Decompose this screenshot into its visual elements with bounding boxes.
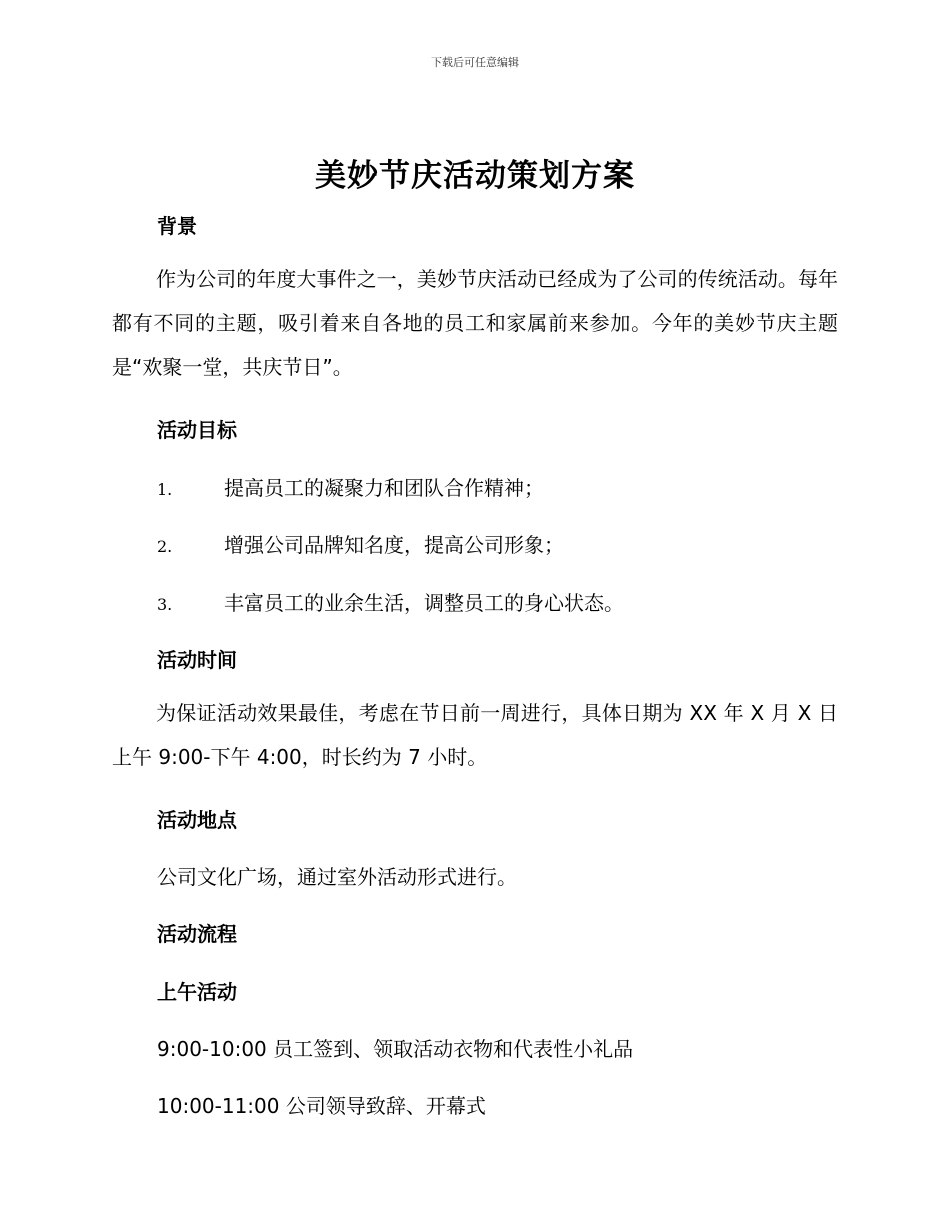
list-text: 丰富员工的业余生活，调整员工的身心状态。 — [224, 591, 624, 615]
paragraph-location: 公司文化广场，通过室外活动形式进行。 — [157, 865, 517, 889]
list-number: 2. — [157, 537, 173, 556]
list-item — [157, 529, 564, 558]
heading-morning: 上午活动 — [157, 980, 237, 1004]
list-item — [157, 472, 544, 501]
heading-time: 活动时间 — [157, 648, 237, 672]
heading-goals: 活动目标 — [157, 418, 237, 442]
list-text: 提高员工的凝聚力和团队合作精神； — [224, 476, 544, 500]
heading-location: 活动地点 — [157, 808, 237, 832]
list-text: 增强公司品牌知名度，提高公司形象； — [224, 533, 564, 557]
paragraph-background: 作为公司的年度大事件之一，美妙节庆活动已经成为了公司的传统活动。每年都有不同的主题，吸引着来自各地的员工和家属前来参加。今年的美妙节庆主题是“欢聚一堂，共庆节日”。 — [112, 267, 838, 379]
schedule-line: 9:00-10:00 员工签到、领取活动衣物和代表性小礼品 — [157, 1037, 634, 1061]
list-number: 1. — [157, 480, 173, 499]
paragraph-time: 为保证活动效果最佳，考虑在节日前一周进行，具体日期为 XX 年 X 月 X 日上午 9:00-下午 4:00，时长约为 7 小时。 — [112, 701, 838, 769]
document-title: 美妙节庆活动策划方案 — [315, 158, 635, 194]
header-note: 下载后可任意编辑 — [431, 56, 519, 69]
list-item — [157, 587, 624, 616]
list-number: 3. — [157, 595, 173, 614]
heading-process: 活动流程 — [157, 922, 237, 946]
heading-background: 背景 — [157, 214, 197, 238]
schedule-line: 10:00-11:00 公司领导致辞、开幕式 — [157, 1094, 486, 1118]
